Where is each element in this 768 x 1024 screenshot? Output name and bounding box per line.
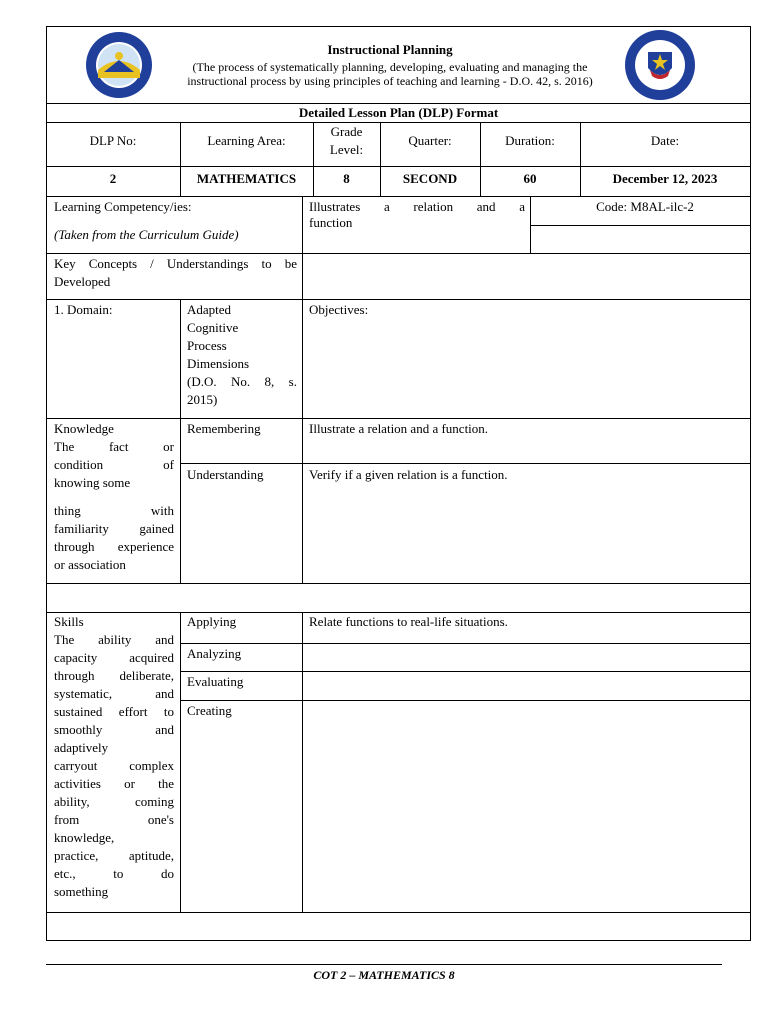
dimensions-line: Dimensions [187,356,250,371]
knowledge-desc-line: knowing some [54,475,131,490]
skills-desc-line: practice, aptitude, [54,848,174,863]
cognitive-dimensions-label [187,301,297,409]
dimensions-line: 2015) [187,392,218,407]
document-title: Instructional Planning [327,42,453,57]
quarter-label: Quarter: [408,133,452,148]
dimensions-line: Adapted [187,302,232,317]
knowledge-desc-line: through experience [54,539,174,554]
quarter-value: SECOND [402,171,458,186]
level-applying: Applying [187,614,237,629]
date-label: Date: [650,133,680,148]
skills-desc-line: etc., to do [54,866,174,881]
dimensions-line: (D.O. No. 8, s. [187,374,297,389]
objective-remembering: Illustrate a relation and a function. [309,421,489,436]
duration-value: 60 [523,171,537,186]
skills-desc-line: activities or the [54,776,174,791]
dlp-format-title: Detailed Lesson Plan (DLP) Format [298,105,499,120]
objective-applying: Relate functions to real-life situations. [309,614,508,629]
skills-desc-line: capacity acquired [54,650,174,665]
skills-desc-line: carryout complex [54,758,174,773]
learning-area-value: MATHEMATICS [196,171,297,186]
dlp-no-label: DLP No: [89,133,137,148]
domain-label: 1. Domain: [54,302,113,317]
key-concepts-label-line1: Key Concepts / Understandings to be [54,256,297,271]
key-concepts-label-line2: Developed [54,274,111,289]
learning-area-label: Learning Area: [207,133,286,148]
skills-desc-line: The ability and [54,632,174,647]
learning-competency-label: Learning Competency/ies: [54,199,192,214]
skills-desc-line: through deliberate, [54,668,174,683]
skills-desc-line: sustained effort to [54,704,174,719]
knowledge-block [54,420,174,574]
skills-desc-line: knowledge, [54,830,115,845]
competency-text [309,198,525,230]
key-concepts-label [54,255,297,291]
document-subtitle-line1: (The process of systematically planning, developing, evaluating and managing the [192,60,588,74]
knowledge-desc-line: The fact or [54,439,174,454]
duration-label: Duration: [505,133,555,148]
competency-code: Code: M8AL-ilc-2 [596,199,694,214]
grade-level-label-line2: Level: [329,142,364,157]
level-understanding: Understanding [187,467,264,482]
date-value: December 12, 2023 [612,171,718,186]
level-analyzing: Analyzing [187,646,242,661]
school-logo-text [60,100,61,101]
grade-level-label [313,123,380,159]
skills-desc-line: something [54,884,109,899]
knowledge-desc-line: or association [54,557,126,572]
deped-seal [622,28,698,102]
dlp-no-value: 2 [109,171,117,186]
grade-level-label-line1: Grade [330,124,363,139]
objectives-label: Objectives: [309,302,369,317]
skills-desc-line: adaptively [54,740,109,755]
skills-block [54,613,174,901]
dimensions-line: Process [187,338,227,353]
footer-rule [46,964,722,965]
grade-level-value: 8 [343,171,350,186]
knowledge-desc-line: familiarity gained [54,521,174,536]
knowledge-desc-line: thing with [54,503,174,518]
footer-text: COT 2 – MATHEMATICS 8 [313,968,455,982]
skills-desc-line: from one's [54,812,174,827]
dimensions-line: Cognitive [187,320,239,335]
level-creating: Creating [187,703,232,718]
knowledge-title: Knowledge [54,421,114,436]
skills-title: Skills [54,614,84,629]
skills-desc-line: smoothly and [54,722,174,737]
competency-text-line2: function [309,215,353,230]
knowledge-desc-line: condition of [54,457,174,472]
school-logo [82,30,156,100]
curriculum-guide-note: (Taken from the Curriculum Guide) [54,227,239,242]
deped-seal-text [700,100,701,101]
objective-understanding: Verify if a given relation is a function. [309,467,508,482]
document-subtitle-line2: instructional process by using principles of teaching and learning - D.O. 42, s. 2016) [187,74,593,88]
skills-desc-line: ability, coming [54,794,174,809]
skills-desc-line: systematic, and [54,686,174,701]
level-remembering: Remembering [187,421,261,436]
competency-text-line1: Illustrates a relation and a [309,199,525,214]
level-evaluating: Evaluating [187,674,244,689]
